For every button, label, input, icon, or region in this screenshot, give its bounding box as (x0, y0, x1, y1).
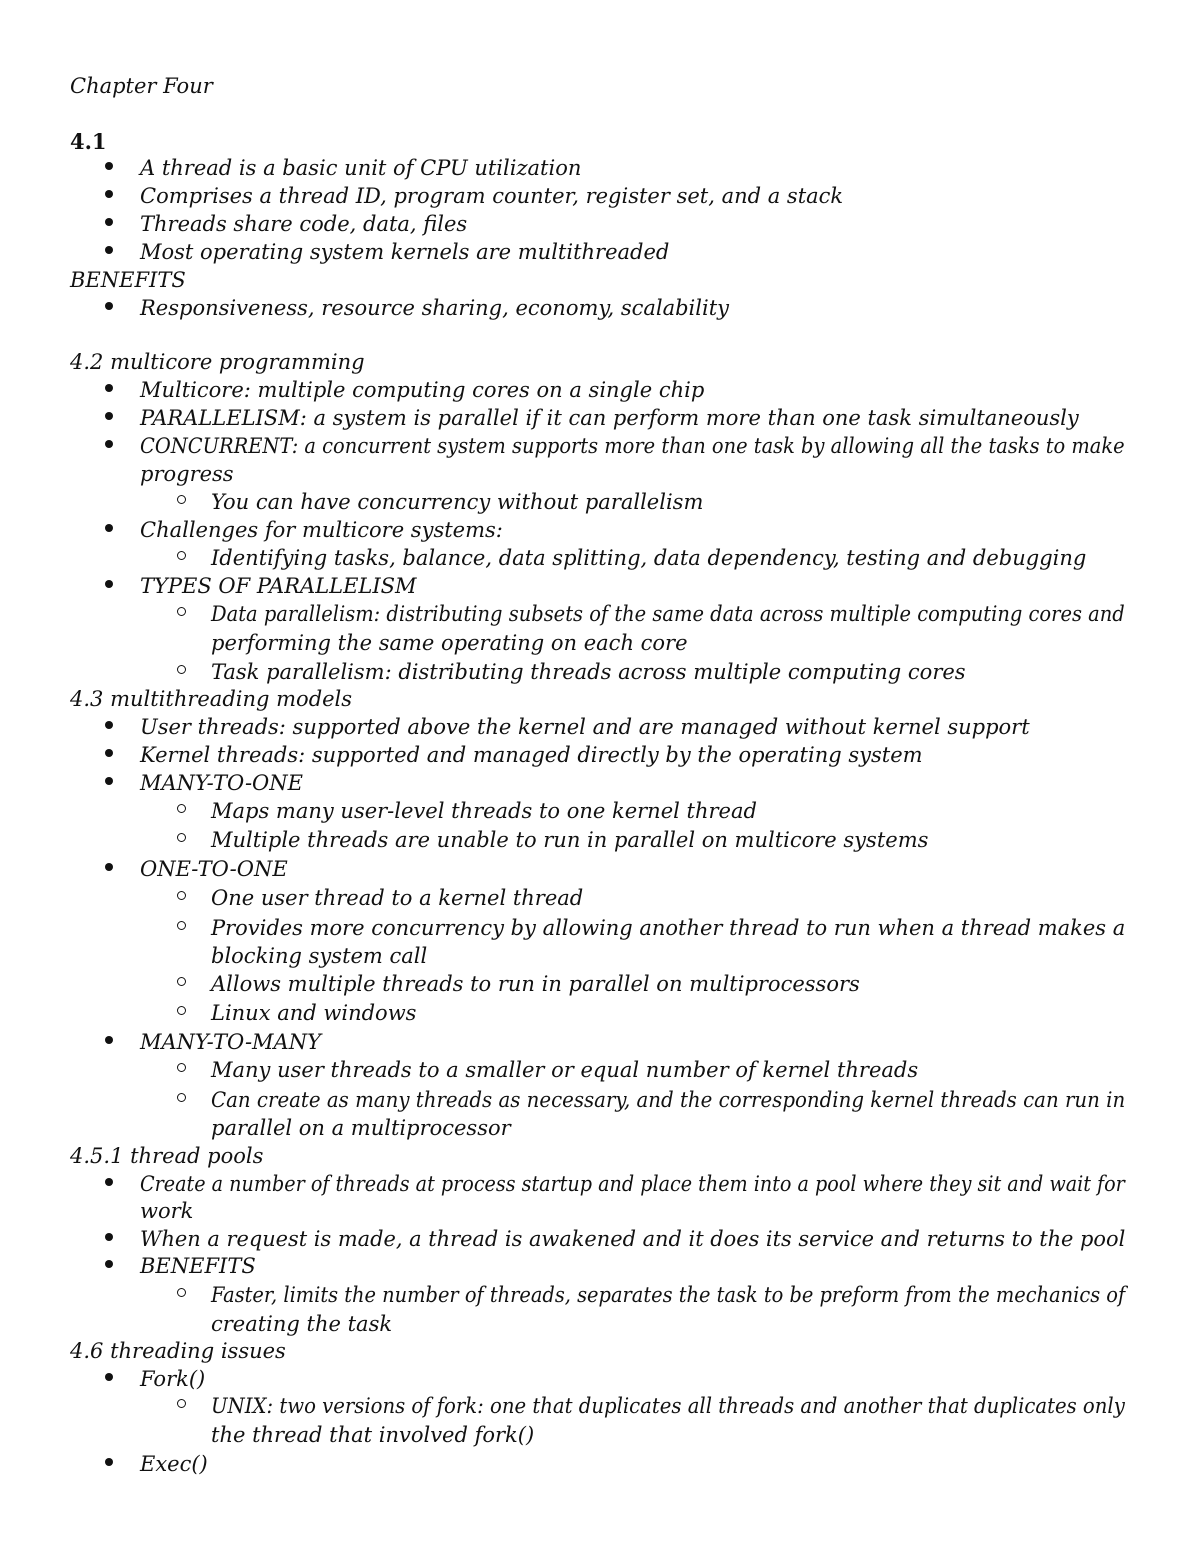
bullet-icon (105, 749, 113, 757)
bullet-icon (105, 384, 113, 392)
sub-bullet-icon (177, 921, 186, 930)
bullet-icon (105, 580, 113, 588)
sub-list-item-continued: the thread that involved fork() (211, 1423, 535, 1447)
list-item: Comprises a thread ID, program counter, register set, and a stack (140, 184, 844, 208)
bullet-icon (105, 863, 113, 871)
list-item: MANY-TO-ONE (140, 771, 303, 795)
subheading: BENEFITS (70, 268, 186, 292)
bullet-icon (105, 1178, 113, 1186)
sub-bullet-icon (177, 1006, 186, 1015)
list-item: User threads: supported above the kernel and are managed without kernel support (140, 715, 1030, 739)
list-item: BENEFITS (140, 1254, 256, 1278)
list-item: TYPES OF PARALLELISM (140, 574, 417, 598)
list-item: Most operating system kernels are multithreaded (140, 240, 670, 264)
sub-list-item: Many user threads to a smaller or equal number of kernel threads (211, 1058, 919, 1082)
bullet-icon (105, 1260, 113, 1268)
list-item: Multicore: multiple computing cores on a single chip (140, 378, 705, 402)
list-item-continued: work (140, 1199, 194, 1223)
sub-bullet-icon (177, 1399, 186, 1408)
section-heading: 4.6 threading issues (70, 1339, 286, 1363)
bullet-icon (105, 1373, 113, 1381)
sub-list-item-continued: blocking system call (211, 944, 428, 968)
sub-list-item: You can have concurrency without parallelism (211, 490, 704, 514)
sub-list-item: UNIX: two versions of fork: one that duplicates all threads and another that duplicates only (211, 1394, 1125, 1418)
sub-bullet-icon (177, 1288, 186, 1297)
sub-list-item-continued: creating the task (211, 1312, 393, 1336)
page-title: Chapter Four (70, 74, 213, 98)
list-item: Responsiveness, resource sharing, economy, scalability (140, 296, 730, 320)
sub-bullet-icon (177, 665, 186, 674)
list-item: A thread is a basic unit of CPU utilization (140, 156, 582, 180)
bullet-icon (105, 1036, 113, 1044)
list-item: MANY-TO-MANY (140, 1030, 321, 1054)
list-item: Create a number of threads at process startup and place them into a pool where they sit and wait for (140, 1172, 1125, 1196)
sub-list-item: Faster, limits the number of threads, separates the task to be preform from the mechanics of (211, 1283, 1126, 1307)
sub-list-item: Task parallelism: distributing threads across multiple computing cores (211, 660, 966, 684)
sub-bullet-icon (177, 804, 186, 813)
bullet-icon (105, 524, 113, 532)
bullet-icon (105, 246, 113, 254)
list-item: When a request is made, a thread is awakened and it does its service and returns to the pool (140, 1227, 1126, 1251)
list-item: ONE-TO-ONE (140, 857, 288, 881)
sub-list-item: One user thread to a kernel thread (211, 886, 584, 910)
bullet-icon (105, 190, 113, 198)
bullet-icon (105, 218, 113, 226)
sub-list-item: Multiple threads are unable to run in parallel on multicore systems (211, 828, 929, 852)
sub-list-item: Identifying tasks, balance, data splitting, data dependency, testing and debugging (211, 546, 1087, 570)
sub-list-item: Linux and windows (211, 1001, 417, 1025)
section-heading: 4.1 (70, 129, 107, 154)
sub-list-item: Provides more concurrency by allowing another thread to run when a thread makes a (211, 916, 1126, 940)
sub-list-item: Can create as many threads as necessary, and the corresponding kernel threads can run in (211, 1088, 1126, 1112)
bullet-icon (105, 162, 113, 170)
sub-bullet-icon (177, 977, 186, 986)
sub-bullet-icon (177, 1093, 186, 1102)
list-item: Exec() (140, 1452, 208, 1476)
sub-bullet-icon (177, 495, 186, 504)
bullet-icon (105, 1458, 113, 1466)
list-item: Threads share code, data, files (140, 212, 468, 236)
sub-list-item: Allows multiple threads to run in parallel on multiprocessors (211, 972, 860, 996)
list-item: Challenges for multicore systems: (140, 518, 503, 542)
bullet-icon (105, 1233, 113, 1241)
sub-bullet-icon (177, 607, 186, 616)
bullet-icon (105, 302, 113, 310)
list-item: PARALLELISM: a system is parallel if it can perform more than one task simultaneously (140, 406, 1079, 430)
sub-bullet-icon (177, 1063, 186, 1072)
sub-list-item-continued: performing the same operating on each core (211, 631, 688, 655)
sub-bullet-icon (177, 833, 186, 842)
section-heading: 4.2 multicore programming (70, 350, 365, 374)
sub-bullet-icon (177, 891, 186, 900)
sub-list-item: Data parallelism: distributing subsets of the same data across multiple computing cores and (211, 602, 1125, 626)
list-item: Kernel threads: supported and managed directly by the operating system (140, 743, 923, 767)
list-item: CONCURRENT: a concurrent system supports more than one task by allowing all the tasks to make (140, 434, 1125, 458)
sub-list-item: Maps many user-level threads to one kernel thread (211, 799, 757, 823)
bullet-icon (105, 440, 113, 448)
list-item-continued: progress (140, 462, 234, 486)
section-heading: 4.5.1 thread pools (70, 1144, 264, 1168)
section-heading: 4.3 multithreading models (70, 687, 353, 711)
bullet-icon (105, 412, 113, 420)
sub-bullet-icon (177, 551, 186, 560)
list-item: Fork() (140, 1367, 206, 1391)
bullet-icon (105, 721, 113, 729)
bullet-icon (105, 777, 113, 785)
sub-list-item-continued: parallel on a multiprocessor (211, 1116, 511, 1140)
